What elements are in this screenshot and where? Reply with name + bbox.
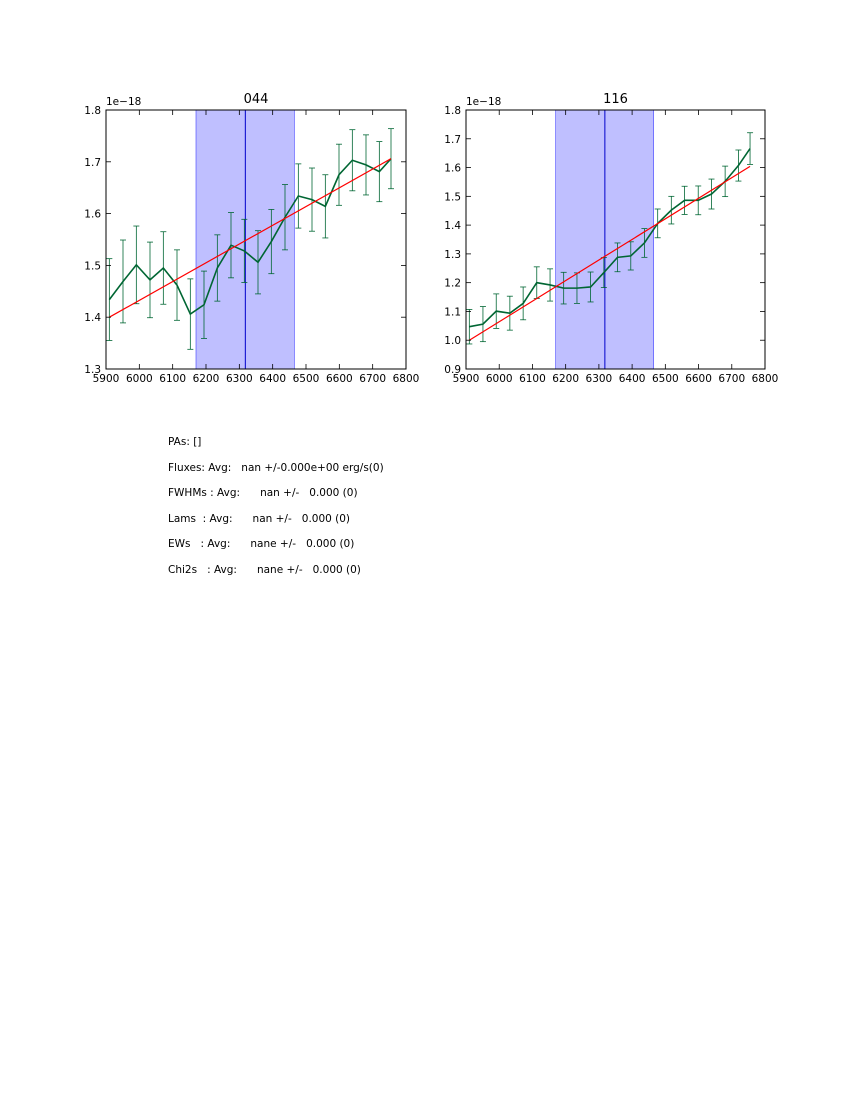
chart-1-title: 116 bbox=[603, 92, 628, 107]
chart-0-xtick-label-7: 6600 bbox=[325, 373, 353, 385]
chart-1-ytick-label-7: 1.6 bbox=[444, 162, 461, 175]
chart-0-ytick-label-1: 1.4 bbox=[84, 312, 101, 325]
chart-1-xtick-label-2: 6100 bbox=[519, 373, 546, 385]
chart-0 bbox=[84, 92, 419, 385]
chart-1-ytick-label-8: 1.7 bbox=[444, 133, 461, 146]
chart-0-offset-text: 1e−18 bbox=[106, 96, 142, 108]
chart-1-ytick-label-1: 1.0 bbox=[444, 335, 461, 348]
chart-1-ytick-label-5: 1.4 bbox=[444, 220, 461, 233]
chart-0-xtick-label-5: 6400 bbox=[259, 373, 287, 385]
chart-1-ytick-label-0: 0.9 bbox=[444, 364, 461, 376]
chart-1-ytick-label-4: 1.3 bbox=[444, 248, 461, 261]
chart-0-ytick-label-2: 1.5 bbox=[84, 260, 101, 273]
chart-0-ytick-label-3: 1.6 bbox=[84, 208, 101, 221]
chart-0-ytick-label-5: 1.8 bbox=[84, 105, 101, 117]
chart-1-xtick-label-0: 5900 bbox=[452, 373, 480, 385]
chart-1 bbox=[444, 92, 778, 385]
chart-0-xtick-label-8: 6700 bbox=[359, 373, 387, 385]
chart-1-ytick-label-6: 1.5 bbox=[444, 191, 461, 204]
stats-lams: Lams : Avg: nan +/- 0.000 (0) bbox=[168, 512, 351, 525]
chart-1-xtick-label-1: 6000 bbox=[485, 373, 513, 385]
chart-0-xtick-label-0: 5900 bbox=[92, 373, 120, 385]
chart-1-ytick-label-9: 1.8 bbox=[444, 105, 461, 117]
chart-1-xtick-label-4: 6300 bbox=[585, 373, 613, 385]
chart-0-title: 044 bbox=[243, 92, 269, 107]
stats-ews: EWs : Avg: nane +/- 0.000 (0) bbox=[168, 538, 355, 550]
chart-1-xtick-label-3: 6200 bbox=[552, 373, 580, 385]
chart-1-ytick-label-3: 1.2 bbox=[444, 277, 461, 290]
chart-0-xtick-label-1: 6000 bbox=[125, 373, 153, 385]
stats-fwhms: FWHMs : Avg: nan +/- 0.000 (0) bbox=[168, 487, 358, 499]
chart-1-xtick-label-6: 6500 bbox=[651, 373, 679, 385]
chart-0-ytick-label-4: 1.7 bbox=[84, 156, 101, 169]
chart-1-xtick-label-8: 6700 bbox=[718, 373, 746, 385]
chart-0-xtick-label-3: 6200 bbox=[192, 373, 220, 385]
chart-1-xtick-label-5: 6400 bbox=[618, 373, 646, 385]
chart-0-xtick-label-2: 6100 bbox=[159, 373, 187, 385]
stats-panel bbox=[168, 436, 384, 589]
chart-1-offset-text: 1e−18 bbox=[466, 96, 502, 108]
chart-0-ytick-label-0: 1.3 bbox=[84, 364, 101, 376]
chart-0-xtick-label-9: 6800 bbox=[392, 373, 420, 385]
chart-0-xtick-label-4: 6300 bbox=[225, 373, 253, 385]
chart-1-xtick-label-9: 6800 bbox=[751, 373, 779, 385]
stats-chi2s: Chi2s : Avg: nane +/- 0.000 (0) bbox=[168, 563, 361, 576]
stats-fluxes: Fluxes: Avg: nan +/-0.000e+00 erg/s(0) bbox=[168, 461, 384, 474]
chart-0-xtick-label-6: 6500 bbox=[292, 373, 320, 385]
chart-1-ytick-label-2: 1.1 bbox=[444, 306, 461, 319]
chart-1-xtick-label-7: 6600 bbox=[685, 373, 712, 385]
stats-pas: PAs: [] bbox=[168, 436, 202, 448]
